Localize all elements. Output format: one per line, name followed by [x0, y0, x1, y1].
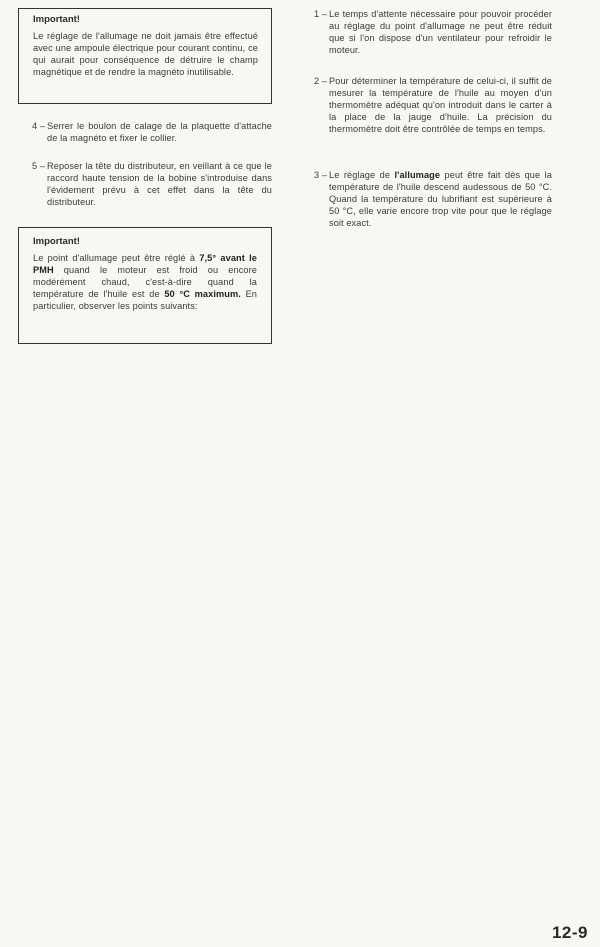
- step-1-text: Le temps d'attente nécessaire pour pouvoir procéder au réglage du point d'allumage ne peut être réduit que si l'on dispose d'un ventilateur pour refroidir le moteur.: [329, 9, 552, 56]
- step-2-text: Pour déterminer la température de celui-ci, il suffit de mesurer la température de l'huile au moyen d'un thermomètre adéquat qu'on introduit dans le carter à la place de la jauge d'huile. La précision du thermomètre doit être contrôlée de temps en temps.: [329, 76, 552, 135]
- step-3-bold: l'allumage: [394, 170, 441, 180]
- important-box-2-title: Important!: [33, 236, 80, 247]
- step-3-text-1: Le réglage de: [329, 170, 395, 180]
- step-2: [314, 75, 552, 135]
- step-1-number: 1 –: [314, 9, 328, 19]
- important-box-2-body: [33, 252, 257, 312]
- box-2-bold-1: 7,5° avant le PMH: [33, 253, 257, 276]
- step-3: [314, 169, 552, 229]
- step-5: [32, 160, 272, 208]
- step-4: [32, 120, 272, 144]
- important-box-1: [18, 8, 272, 104]
- step-3-text: [329, 169, 552, 229]
- box-2-text-3: En particulier, observer les points suivants:: [33, 289, 258, 312]
- step-3-number: 3 –: [314, 170, 328, 180]
- step-5-number: 5 –: [32, 161, 46, 171]
- box-2-bold-2: 50 °C maximum.: [164, 289, 241, 300]
- step-2-number: 2 –: [314, 76, 328, 86]
- box-2-text-2: quand le moteur est froid ou encore modérément chaud, c'est-à-dire quand la température de l'huile est de: [33, 265, 257, 300]
- step-3-text-2: peut être fait dès que la température de l'huile descend audessous de 50 °C. Quand la température du lubrifiant est supérieure à 50 °C, elle varie encore trop vite pour que le réglage soit exact.: [329, 170, 552, 229]
- step-4-text: Serrer le boulon de calage de la plaquette d'attache de la magnéto et fixer le collier.: [47, 121, 272, 144]
- step-4-number: 4 –: [32, 121, 46, 131]
- page-number: 12-9: [551, 923, 588, 942]
- step-5-text: Reposer la tête du distributeur, en veillant à ce que le raccord haute tension de la bobine s'introduise dans l'évidement prévu à cet effet dans la tête du distributeur.: [47, 161, 272, 208]
- important-box-2: [18, 227, 272, 344]
- important-box-1-body: Le réglage de l'allumage ne doit jamais être effectué avec une ampoule électrique pour courant continu, ce qui aurait pour conséquence de détruire le champ magnétique et de rendre la magnéto inutilisable.: [33, 31, 258, 78]
- important-box-1-title: Important!: [33, 14, 80, 25]
- box-2-text-1: Le point d'allumage peut être réglé à: [33, 253, 200, 263]
- step-1: [314, 8, 552, 56]
